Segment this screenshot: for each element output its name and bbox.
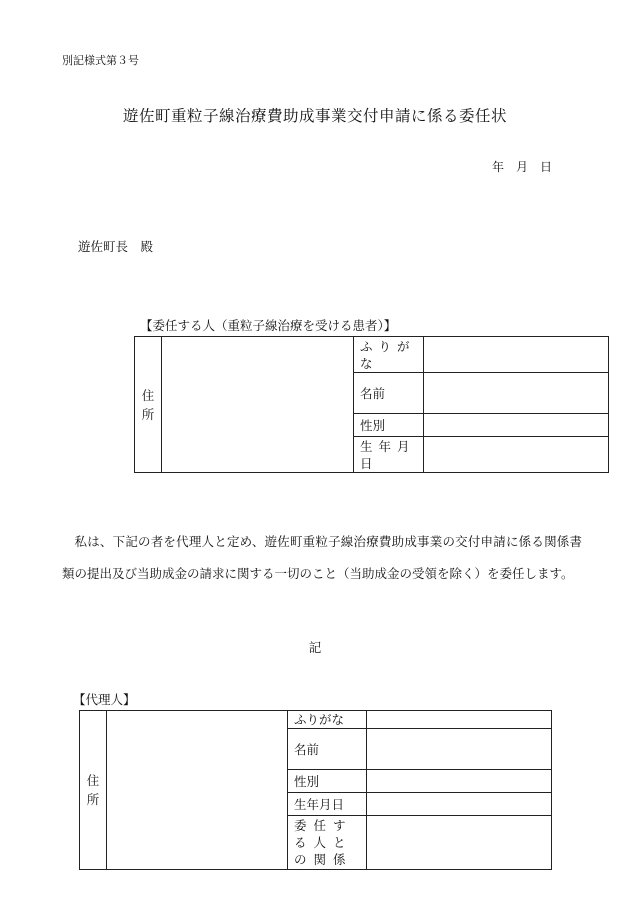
principal-heading: 【委任する人（重粒子線治療を受ける患者）】 <box>140 318 397 333</box>
principal-table <box>134 336 609 473</box>
agent-heading: 【代理人】 <box>73 692 136 707</box>
principal-furigana-field[interactable] <box>424 337 609 373</box>
principal-address-label-bottom: 所 <box>141 406 155 422</box>
agent-gender-field[interactable] <box>367 770 552 793</box>
form-number: 別記様式第３号 <box>62 54 139 67</box>
agent-address-field[interactable] <box>107 711 288 870</box>
principal-gender-field[interactable] <box>424 414 609 437</box>
addressee: 遊佐町長 殿 <box>78 239 154 254</box>
agent-name-field[interactable] <box>367 729 552 770</box>
agent-address-label <box>80 711 107 870</box>
agent-address-label-top: 住 <box>86 773 100 788</box>
principal-name-field[interactable] <box>424 373 609 414</box>
agent-birthdate-label: 生年月日 <box>288 793 367 816</box>
principal-gender-label: 性別 <box>354 414 424 437</box>
principal-furigana-label: ふりがな <box>354 337 424 373</box>
principal-birthdate-field[interactable] <box>424 437 609 473</box>
principal-name-label: 名前 <box>354 373 424 414</box>
date-line: 年 月 日 <box>492 160 553 174</box>
agent-furigana-label: ふりがな <box>288 711 367 729</box>
agent-relationship-label: 委任する人との関係 <box>288 816 367 870</box>
principal-birthdate-label: 生年月日 <box>354 437 424 473</box>
agent-furigana-field[interactable] <box>367 711 552 729</box>
agent-table <box>79 710 552 870</box>
agent-birthdate-field[interactable] <box>367 793 552 816</box>
delegation-statement: 私は、下記の者を代理人と定め、遊佐町重粒子線治療費助成事業の交付申請に係る関係書類の提出及び当助成金の請求に関する一切のこと（当助成金の受領を除く）を委任します。 <box>62 534 582 581</box>
agent-relationship-field[interactable] <box>367 816 552 870</box>
principal-address-field[interactable] <box>162 337 354 473</box>
principal-address-label <box>135 337 162 473</box>
agent-name-label: 名前 <box>288 729 367 770</box>
note-label: 記 <box>308 640 322 655</box>
principal-address-label-top: 住 <box>141 387 155 403</box>
agent-address-label-bottom: 所 <box>86 792 100 807</box>
agent-gender-label: 性別 <box>288 770 367 793</box>
document-title: 遊佐町重粒子線治療費助成事業交付申請に係る委任状 <box>122 107 507 125</box>
